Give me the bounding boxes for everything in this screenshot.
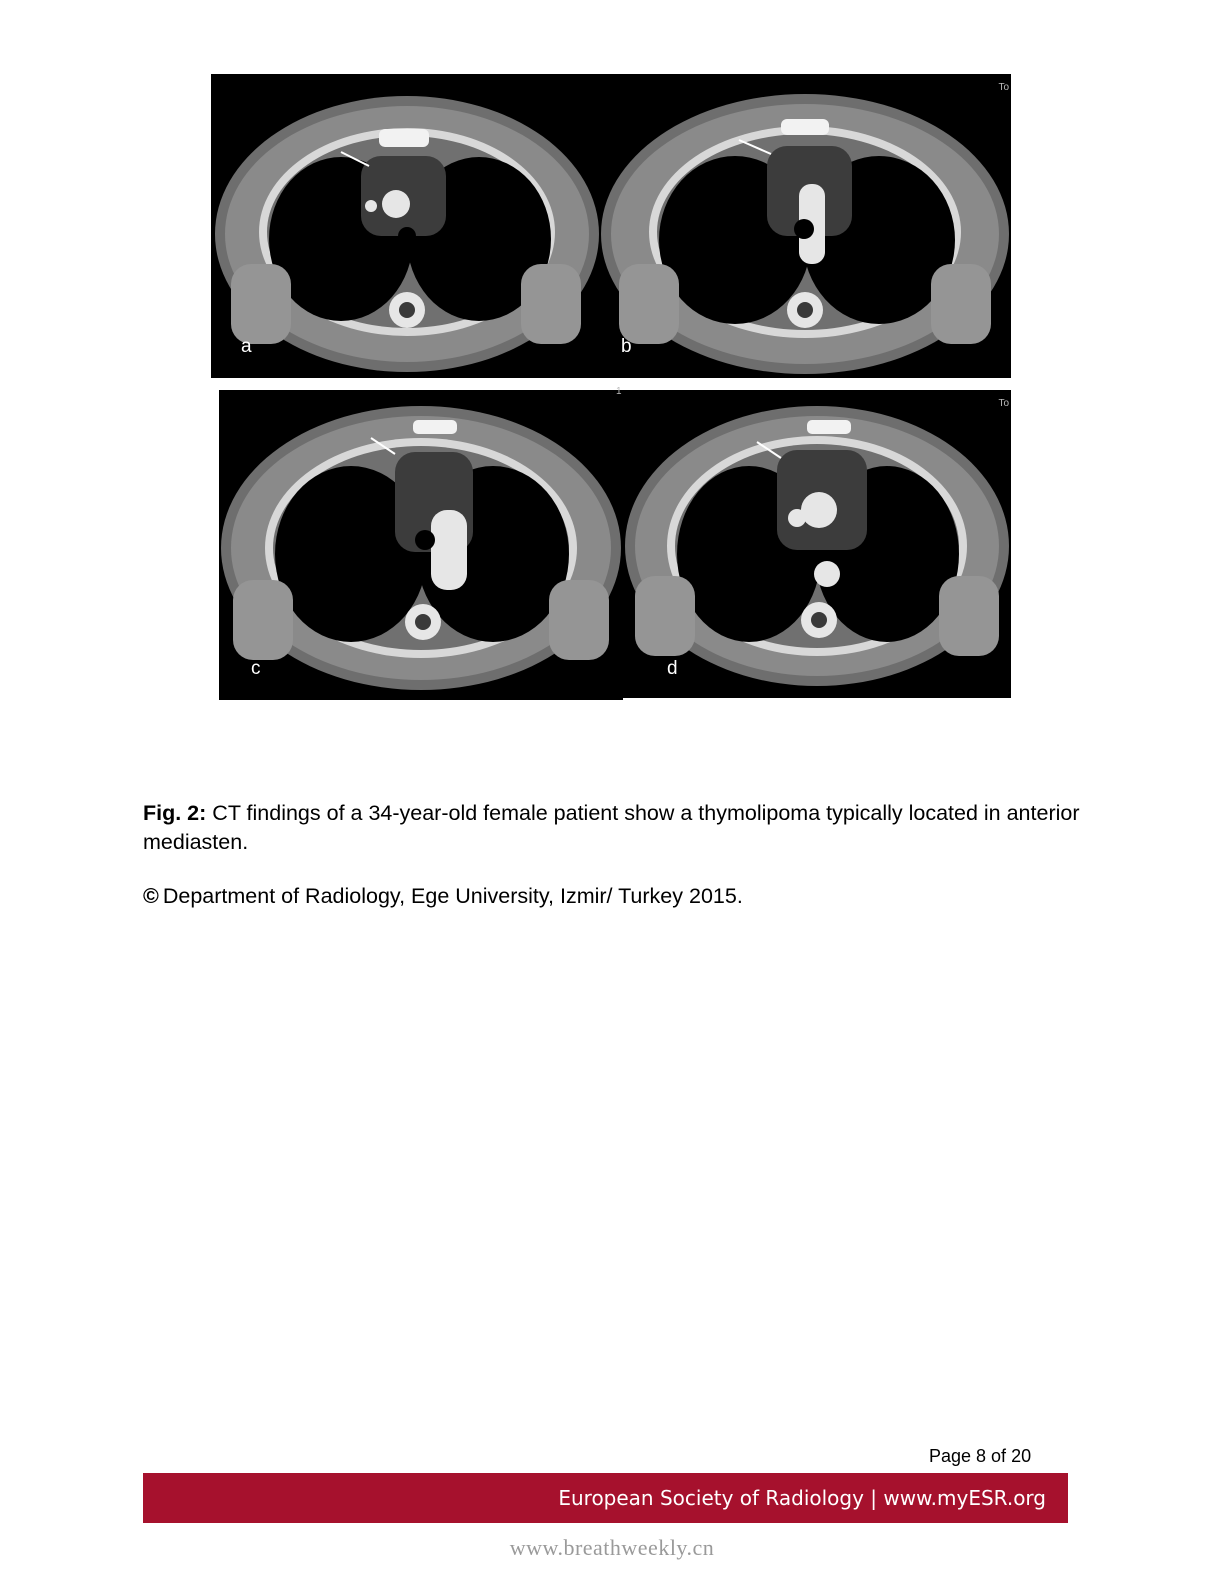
caption-text: CT findings of a 34-year-old female patient show a thymolipoma typically located in anterior mediasten.	[143, 801, 1080, 854]
figure-label: Fig. 2:	[143, 801, 207, 825]
ct-panel-a	[211, 74, 599, 378]
watermark: www.breathweekly.cn	[509, 1535, 715, 1560]
panel-label: d	[667, 658, 678, 679]
ct-scan-image	[621, 390, 1011, 698]
ct-scan-image	[219, 390, 623, 700]
footer-bar	[143, 1473, 1068, 1523]
ct-scan-image	[211, 74, 599, 378]
panel-label: a	[241, 336, 252, 357]
scan-overlay-text: To	[998, 398, 1009, 409]
copyright-line	[143, 882, 1083, 911]
ct-panel-c	[219, 390, 623, 700]
ct-panel-b	[599, 74, 1011, 378]
scan-overlay-text: To	[998, 82, 1009, 93]
page-number: Page 8 of 20	[929, 1446, 1032, 1466]
ct-scan-image	[599, 74, 1011, 378]
panel-label: c	[251, 658, 261, 679]
copyright-symbol: ©	[143, 884, 159, 908]
figure-caption	[143, 799, 1083, 857]
panel-label: b	[621, 336, 632, 357]
copyright-text: Department of Radiology, Ege University, Izmir/ Turkey 2015.	[162, 884, 743, 908]
ct-figure	[211, 74, 1011, 700]
ct-panel-d	[621, 390, 1011, 698]
footer-bar-text: European Society of Radiology | www.myESR.org	[558, 1486, 1046, 1510]
scan-overlay-mark: 1	[616, 386, 622, 397]
